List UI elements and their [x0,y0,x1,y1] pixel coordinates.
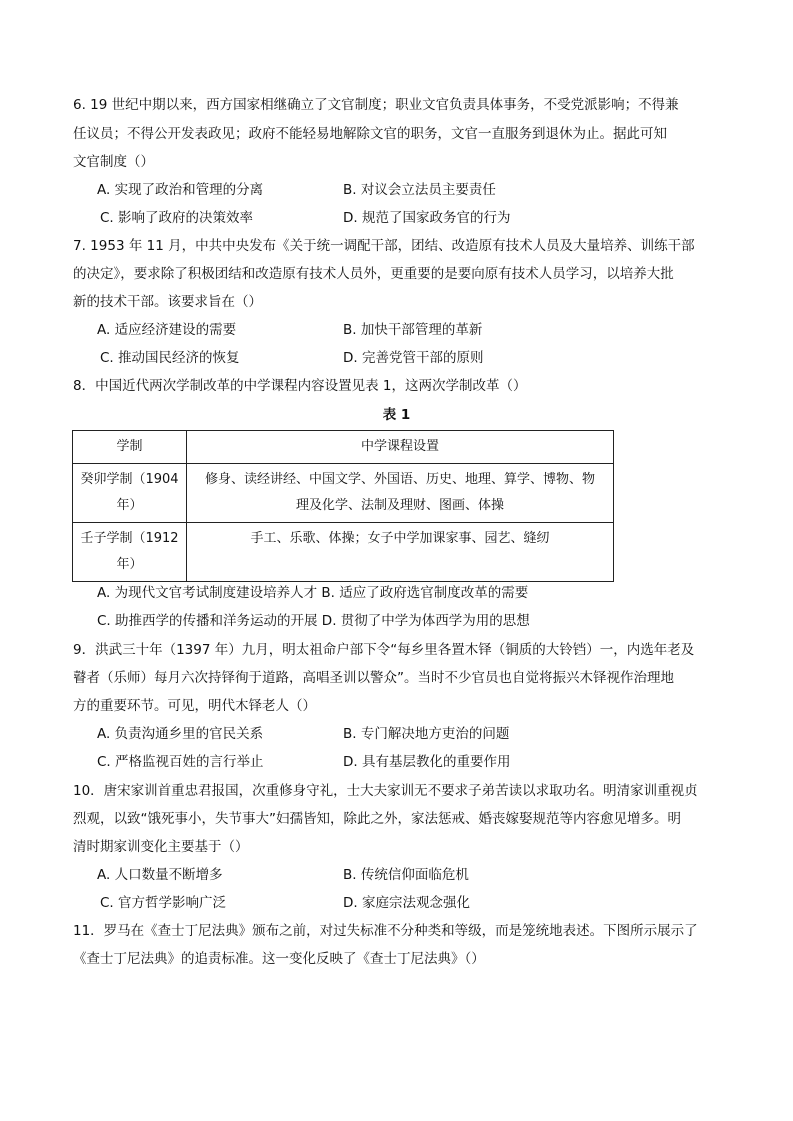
cell-line: 修身、读经讲经、中国文学、外国语、历史、地理、算学、博物、物 [204,472,595,487]
q6-line-1: 6. 19 世纪中期以来，西方国家相继确立了文官制度；职业文官负责具体事务，不受党派影响；不得兼 [73,97,679,113]
q7-option-c: C. 推动国民经济的恢复 [100,350,240,366]
q10-option-b: B. 传统信仰面临危机 [343,867,469,883]
table-cell-system [73,464,187,523]
q6-option-b: B. 对议会立法员主要责任 [343,182,496,198]
q7-line-2: 的决定》，要求除了积极团结和改造原有技术人员外，更重要的是要向原有技术人员学习，以培养大批 [73,266,674,282]
q9-option-d: D. 具有基层教化的重要作用 [343,754,511,770]
q6-option-d: D. 规范了国家政务官的行为 [343,210,511,226]
table-header-system: 学制 [73,431,187,464]
table-row [73,523,614,582]
q8-line-1: 8．中国近代两次学制改革的中学课程内容设置见表 1，这两次学制改革（） [73,378,527,394]
course-table [72,430,614,582]
q10-option-d: D. 家庭宗法观念强化 [343,895,470,911]
q8-options-cd: C. 助推西学的传播和洋务运动的开展 D. 贯彻了中学为体西学为用的思想 [97,613,530,629]
q7-option-a: A. 适应经济建设的需要 [97,322,237,338]
cell-line: 手工、乐歌、体操；女子中学加课家事、园艺、缝纫 [250,531,550,546]
q11-line-2: 《查士丁尼法典》的追责标准。这一变化反映了《查士丁尼法典》（） [73,951,485,967]
cell-line: 理及化学、法制及理财、图画、体操 [295,498,504,513]
q7-line-1: 7. 1953 年 11 月，中共中央发布《关于统一调配干部，团结、改造原有技术人员及大量培养、训练干部 [73,238,695,254]
q10-option-a: A. 人口数量不断增多 [97,867,223,883]
q7-option-d: D. 完善党管干部的原则 [343,350,484,366]
q9-line-1: 9．洪武三十年（1397 年）九月，明太祖命户部下令“每乡里各置木铎（铜质的大铃铛）一，内选年老及 [73,642,695,658]
q10-line-3: 清时期家训变化主要基于（） [73,839,249,855]
q9-option-c: C. 严格监视百姓的言行举止 [97,754,264,770]
table-cell-system [73,523,187,582]
cell-line: 癸卯学制（1904 [80,472,179,487]
table-row [73,464,614,523]
q8-options-ab: A. 为现代文官考试制度建设培养人才 B. 适应了政府选官制度改革的需要 [97,585,529,601]
table-cell-courses [187,523,614,582]
q9-line-2: 瞽者（乐师）每月六次持铎徇于道路，高唱圣训以警众”。当时不少官员也自觉将振兴木铎视作治理地 [73,670,674,686]
q9-option-b: B. 专门解决地方吏治的问题 [343,726,510,742]
cell-line: 年） [116,498,143,513]
q6-option-c: C. 影响了政府的决策效率 [100,210,254,226]
cell-line: 壬子学制（1912 [80,531,179,546]
table-header-courses: 中学课程设置 [187,431,614,464]
q7-option-b: B. 加快干部管理的革新 [343,322,483,338]
q7-line-3: 新的技术干部。该要求旨在（） [73,294,262,310]
q6-option-a: A. 实现了政治和管理的分离 [97,182,264,198]
q10-line-1: 10．唐宋家训首重忠君报国，次重修身守礼，士大夫家训无不要求子弟苦读以求取功名。明清家训重视贞 [73,783,698,799]
table-caption: 表 1 [382,407,411,423]
q9-line-3: 方的重要环节。可见，明代木铎老人（） [73,698,316,714]
q6-line-3: 文官制度（） [73,154,154,170]
cell-line: 年） [116,557,143,572]
q9-option-a: A. 负责沟通乡里的官民关系 [97,726,264,742]
q6-line-2: 任议员；不得公开发表政见；政府不能轻易地解除文官的职务，文官一直服务到退休为止。据此可知 [73,126,667,142]
q10-line-2: 烈观，以致“饿死事小，失节事大”妇孺皆知，除此之外，家法惩戒、婚丧嫁娶规范等内容愈见增多。明 [73,811,681,827]
table-header-row [73,431,614,464]
q11-line-1: 11．罗马在《查士丁尼法典》颁布之前，对过失标准不分种类和等级，而是笼统地表述。下图所示展示了 [73,923,698,939]
q10-option-c: C. 官方哲学影响广泛 [100,895,227,911]
table-cell-courses [187,464,614,523]
